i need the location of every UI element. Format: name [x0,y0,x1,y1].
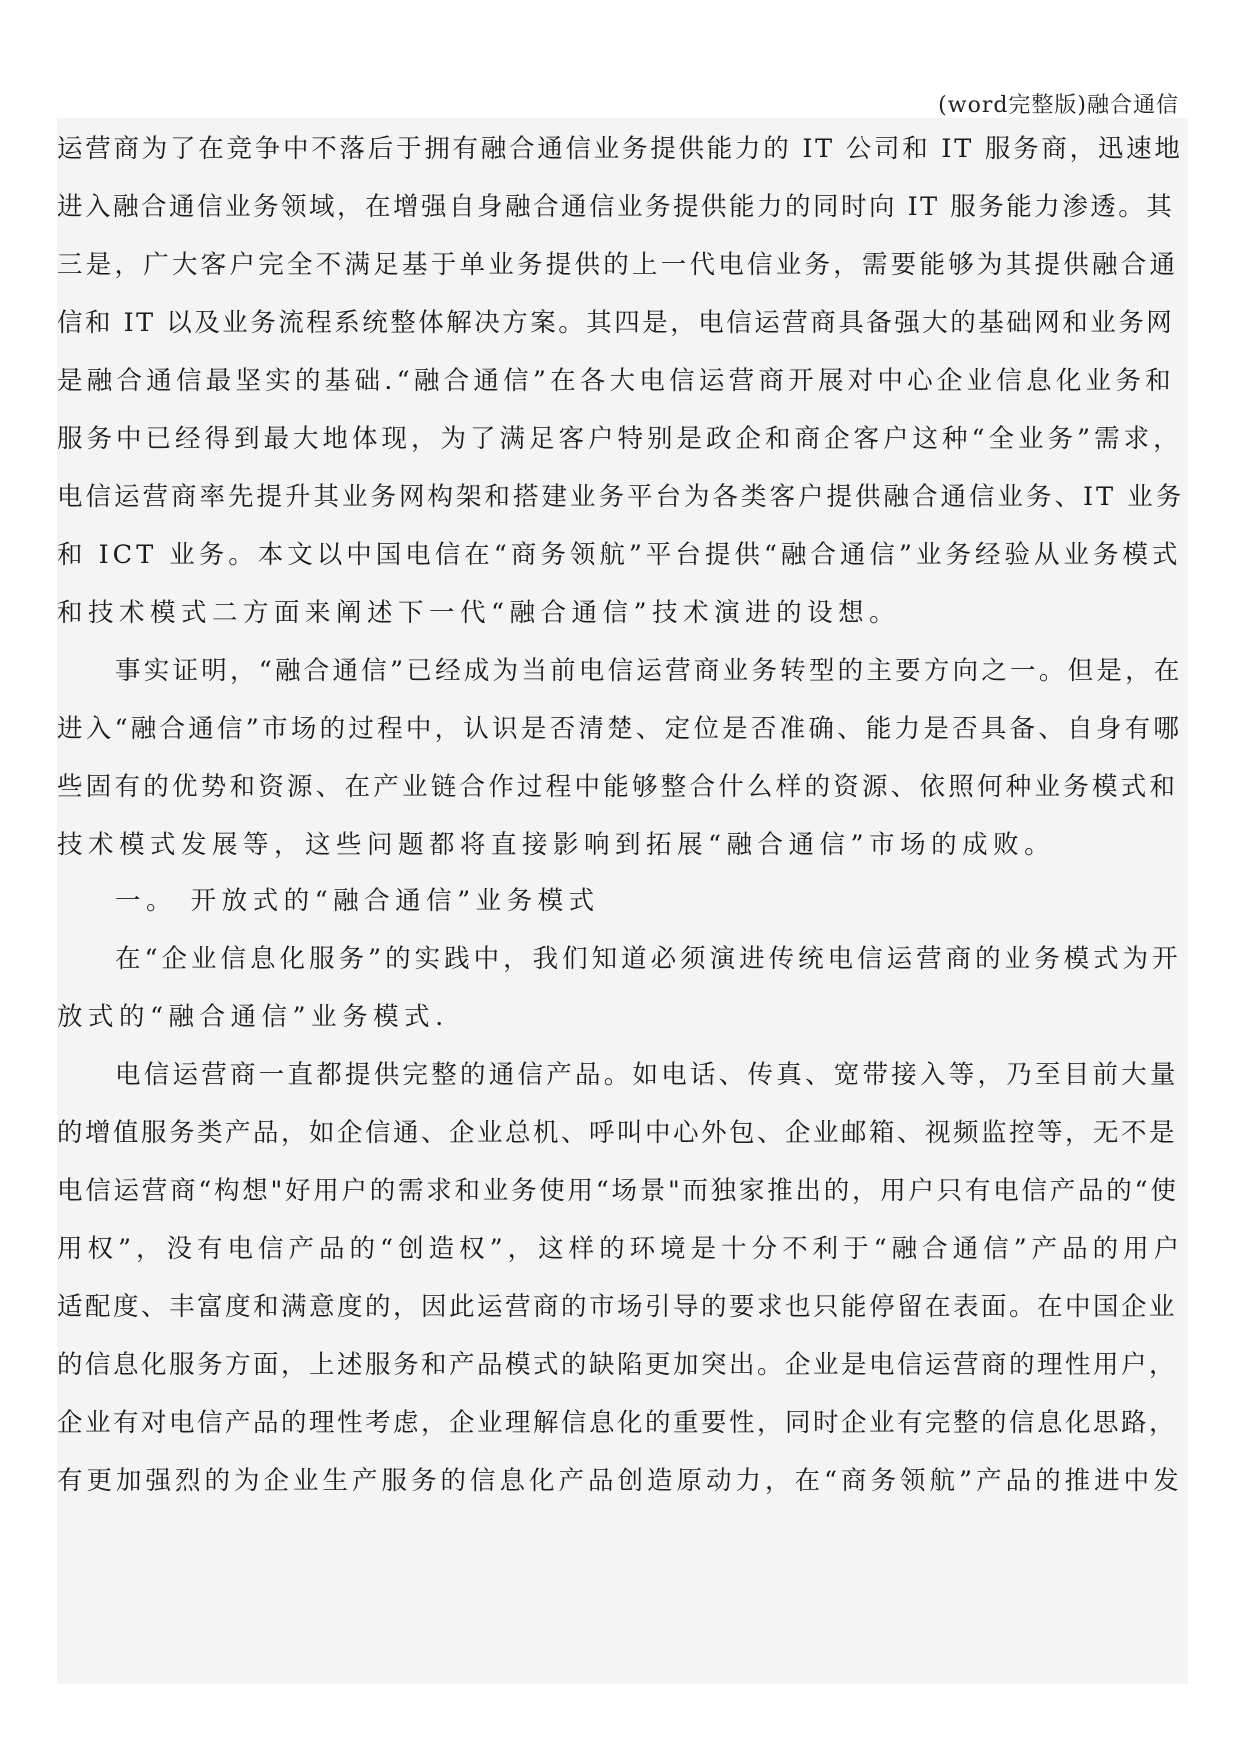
text-line: 些固有的优势和资源、在产业链合作过程中能够整合什么样的资源、依照何种业务模式和 [57,772,1179,802]
text-line: 的信息化服务方面，上述服务和产品模式的缺陷更加突出。企业是电信运营商的理性用户， [57,1350,1178,1380]
text-line: 事实证明，“融合通信”已经成为当前电信运营商业务转型的主要方向之一。但是，在 [115,656,1183,686]
text-line: 的增值服务类产品，如企信通、企业总机、呼叫中心外包、企业邮箱、视频监控等，无不是 [57,1118,1178,1148]
text-line: 放式的“融合通信”业务模式. [57,1002,449,1032]
text-line: 和 ICT 业务。本文以中国电信在“商务领航”平台提供“融合通信”业务经验从业务模式 [57,540,1182,570]
text-line: 是融合通信最坚实的基础.“融合通信”在各大电信运营商开展对中心企业信息化业务和 [57,366,1175,396]
section-heading: 一。 开放式的“融合通信”业务模式 [115,886,600,916]
text-line: 适配度、丰富度和满意度的，因此运营商的市场引导的要求也只能停留在表面。在中国企业 [57,1292,1178,1322]
text-line: 有更加强烈的为企业生产服务的信息化产品创造原动力，在“商务领航”产品的推进中发 [57,1466,1183,1496]
text-line: 技术模式发展等，这些问题都将直接影响到拓展“融合通信”市场的成败。 [57,830,1056,860]
text-line: 电信运营商一直都提供完整的通信产品。如电话、传真、宽带接入等，乃至目前大量 [115,1060,1179,1090]
text-line: 运营商为了在竞争中不落后于拥有融合通信业务提供能力的 IT 公司和 IT 服务商，迅速地 [57,134,1183,164]
text-line: 进入“融合通信”市场的过程中，认识是否清楚、定位是否准确、能力是否具备、自身有哪 [57,714,1183,744]
text-line: 电信运营商率先提升其业务网构架和搭建业务平台为各类客户提供融合通信业务、IT 业务 [57,482,1185,512]
text-line: 企业有对电信产品的理性考虑，企业理解信息化的重要性，同时企业有完整的信息化思路， [57,1408,1178,1438]
text-line: 进入融合通信业务领域，在增强自身融合通信业务提供能力的同时向 IT 服务能力渗透。其 [57,192,1175,222]
text-line: 用权”，没有电信产品的“创造权”，这样的环境是十分不利于“融合通信”产品的用户 [57,1234,1185,1264]
page-header: (word完整版)融合通信 [938,93,1179,118]
document-body [57,118,1188,1684]
text-line: 电信运营商“构想"好用户的需求和业务使用“场景"而独家推出的，用户只有电信产品的“使 [57,1176,1179,1206]
text-line: 服务中已经得到最大地体现，为了满足客户特别是政企和商企客户这种“全业务”需求， [57,424,1183,454]
text-line: 信和 IT 以及业务流程系统整体解决方案。其四是，电信运营商具备强大的基础网和业务网 [57,308,1175,338]
text-line: 和技术模式二方面来阐述下一代“融合通信”技术演进的设想。 [57,598,901,628]
text-line: 三是，广大客户完全不满足基于单业务提供的上一代电信业务，需要能够为其提供融合通 [57,250,1179,280]
text-line: 在“企业信息化服务”的实践中，我们知道必须演进传统电信运营商的业务模式为开 [115,944,1182,974]
